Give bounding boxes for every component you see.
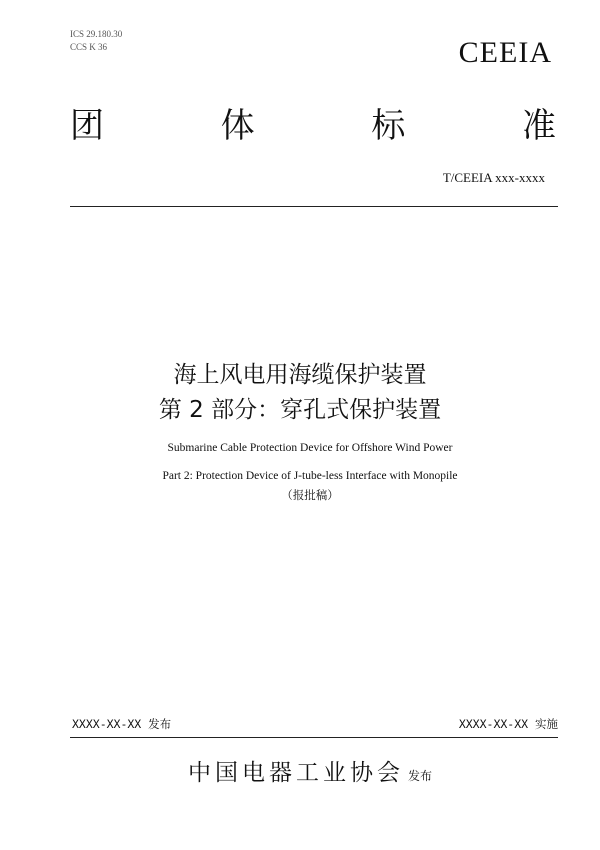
publisher-name: 中国电器工业协会 — [187, 760, 404, 786]
standard-number: T/CEEIA xxx-xxxx — [442, 170, 545, 185]
draft-status: （报批稿） — [281, 488, 339, 502]
standard-type-char: 体 — [220, 106, 255, 146]
implement-date: XXXX-XX-XX 实施 — [458, 717, 558, 731]
ccs-code: CCS K 36 — [70, 42, 108, 52]
title-en-part: Part 2: Protection Device of J-tube-less Interface with Monopile — [162, 470, 458, 482]
publisher-suffix: 发布 — [407, 769, 432, 783]
title-zh-main: 海上风电用海缆保护装置 — [173, 362, 427, 388]
publish-date: XXXX-XX-XX 发布 — [72, 717, 172, 731]
standard-type-char: 团 — [70, 106, 104, 146]
org-logo: CEEIA — [458, 36, 552, 69]
standard-type-char: 准 — [521, 106, 556, 146]
footer-divider — [70, 737, 558, 738]
publisher-line — [0, 754, 600, 787]
ics-code: ICS 29.180.30 — [70, 29, 123, 39]
standard-type-char: 标 — [371, 106, 406, 146]
header-divider — [70, 206, 558, 207]
ics-classification — [70, 28, 122, 54]
title-en-main: Submarine Cable Protection Device for Offshore Wind Power — [167, 442, 453, 454]
title-zh-part: 第 2 部分：穿孔式保护装置 — [158, 397, 442, 423]
standard-type-heading — [70, 104, 556, 148]
